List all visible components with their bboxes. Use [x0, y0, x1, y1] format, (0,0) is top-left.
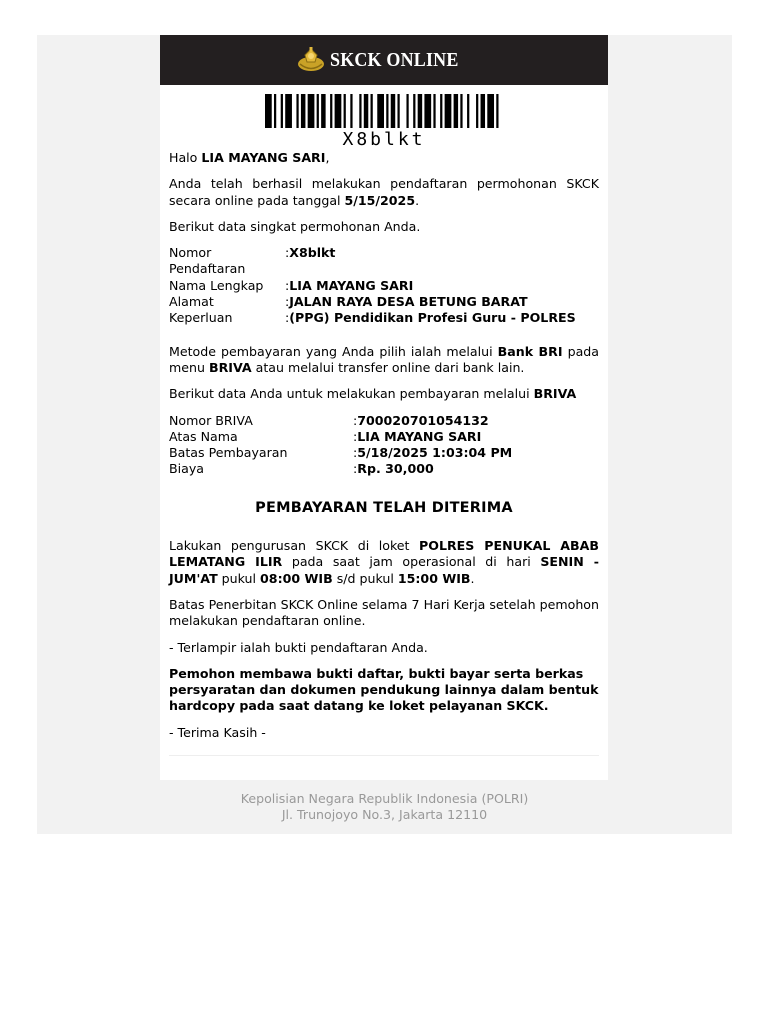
payment-label: Batas Pembayaran: [169, 445, 288, 461]
payment-label: Nomor BRIVA: [169, 412, 253, 428]
intro-paragraph: Anda telah berhasil melakukan pendaftaran permohonan SKCK secara online pada tanggal 5/15/2025.: [169, 176, 599, 208]
barcode-code: X8blkt: [342, 129, 426, 150]
payment-label: Biaya: [169, 461, 205, 477]
email-body: [160, 150, 608, 756]
footer-address: Jl. Trunojoyo No.3, Jakarta 12110: [281, 807, 488, 823]
detail-row: Keperluan : (PPG) Pendidikan Profesi Guru - POLRES: [169, 310, 576, 326]
email-card: [160, 35, 608, 780]
payment-heading: Berikut data Anda untuk melakukan pembayaran melalui BRIVA: [169, 386, 577, 402]
detail-label: Alamat: [169, 294, 214, 310]
payment-value: 700020701054132: [357, 412, 489, 428]
detail-value: (PPG) Pendidikan Profesi Guru - POLRES: [289, 310, 576, 326]
payment-row: Nomor BRIVA : 700020701054132: [169, 412, 489, 428]
detail-row: Alamat : JALAN RAYA DESA BETUNG BARAT: [169, 294, 528, 310]
attachment-note: - Terlampir ialah bukti pendaftaran Anda.: [169, 639, 428, 655]
instruction-paragraph: Lakukan pengurusan SKCK di loket POLRES PENUKAL ABAB LEMATANG ILIR pada saat jam operasional di hari SENIN - JUM'AT pukul 08:00 WIB s/d pukul 15:00 WIB.: [169, 538, 599, 586]
detail-value: X8blkt: [289, 245, 336, 261]
deadline-note: Batas Penerbitan SKCK Online selama 7 Hari Kerja setelah pemohon melakukan pendaftaran online.: [169, 596, 599, 629]
payment-row: Biaya : Rp. 30,000: [169, 461, 434, 477]
detail-label: Nama Lengkap: [169, 277, 264, 293]
brand-title: SKCK ONLINE: [329, 48, 459, 71]
barcode-image: [160, 94, 608, 128]
payment-value: 5/18/2025 1:03:04 PM: [357, 445, 513, 461]
brand-logo: [296, 47, 473, 73]
greeting-name: LIA MAYANG SARI: [201, 150, 326, 165]
closing-text: - Terima Kasih -: [169, 724, 266, 740]
greeting: Halo LIA MAYANG SARI,: [169, 150, 330, 165]
detail-value: LIA MAYANG SARI: [289, 277, 414, 293]
footer-organization: Kepolisian Negara Republik Indonesia (POLRI): [240, 791, 529, 806]
detail-label: Keperluan: [169, 310, 233, 326]
email-header: [160, 35, 608, 85]
payment-status-title: PEMBAYARAN TELAH DITERIMA: [255, 499, 513, 516]
email-footer: [37, 791, 732, 824]
police-emblem-icon: [296, 47, 326, 73]
summary-heading: Berikut data singkat permohonan Anda.: [169, 218, 421, 234]
bring-documents-note: Pemohon membawa bukti daftar, bukti bayar serta berkas persyaratan dan dokumen pendukung lainnya dalam bentuk hardcopy pada saat datang ke loket pelayanan SKCK.: [169, 665, 599, 714]
registration-date: 5/15/2025: [344, 192, 416, 208]
detail-row: Nama Lengkap : LIA MAYANG SARI: [169, 277, 414, 293]
payment-row: Atas Nama : LIA MAYANG SARI: [169, 428, 482, 444]
barcode-block: [160, 94, 608, 150]
detail-label: Nomor Pendaftaran: [169, 245, 246, 277]
payment-method-paragraph: Metode pembayaran yang Anda pilih ialah melalui Bank BRI pada menu BRIVA atau melalui transfer online dari bank lain.: [169, 343, 600, 375]
payment-row: Batas Pembayaran : 5/18/2025 1:03:04 PM: [169, 445, 513, 461]
payment-label: Atas Nama: [169, 428, 238, 444]
divider: [169, 755, 599, 756]
detail-value: JALAN RAYA DESA BETUNG BARAT: [289, 294, 528, 310]
email-background: [37, 35, 732, 834]
registration-details: [169, 245, 599, 326]
payment-value: LIA MAYANG SARI: [357, 428, 482, 444]
payment-value: Rp. 30,000: [357, 461, 434, 477]
detail-row: Nomor Pendaftaran : X8blkt: [169, 245, 336, 277]
payment-details: [169, 413, 599, 478]
